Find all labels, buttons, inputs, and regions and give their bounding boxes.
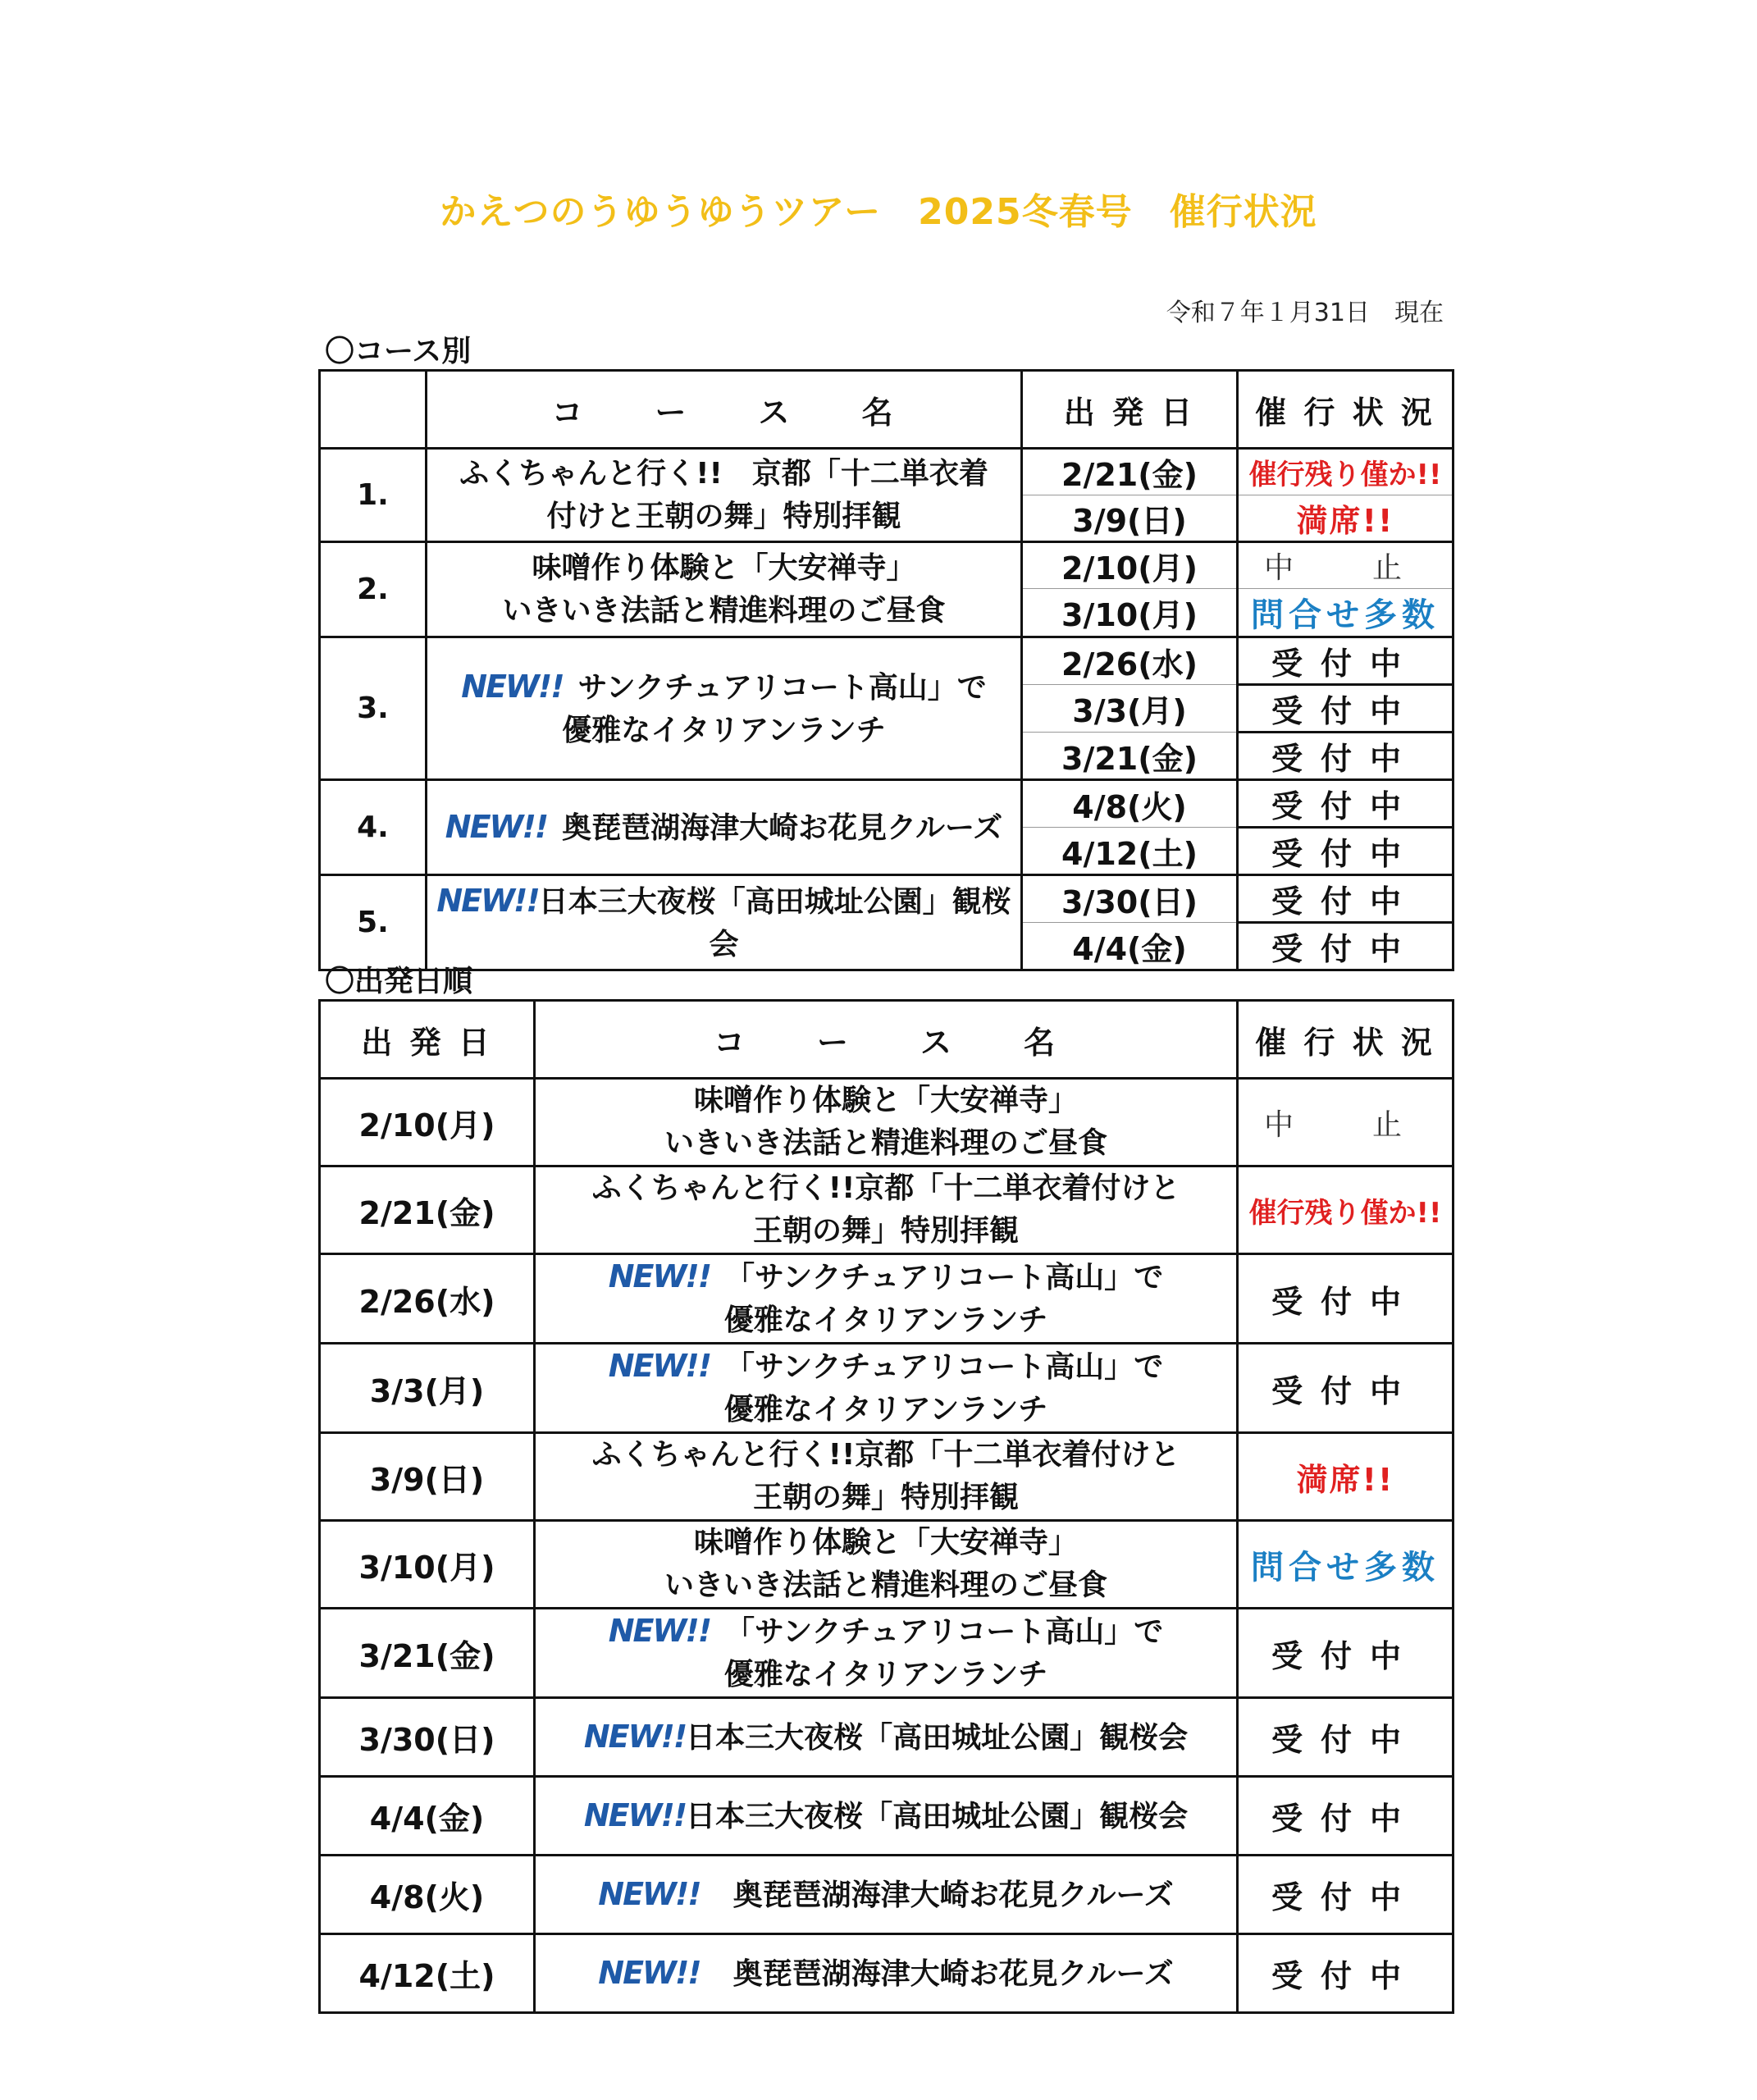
new-badge: NEW!!: [598, 1954, 701, 1991]
course-name-text: 「サンクチュアリコート高山」で: [725, 1350, 1164, 1384]
course-name-line: 王朝の舞」特別拝観: [752, 1214, 1019, 1248]
course-name: [535, 1609, 1238, 1698]
status-badge: 催行残り僅か!!: [1238, 1166, 1454, 1254]
course-name-text: 「サンクチュアリコート高山」で: [725, 1261, 1164, 1294]
course-name-line: 優雅なイタリアンランチ: [723, 1393, 1048, 1427]
departure-date: 3/30(日): [1022, 875, 1238, 923]
table-header-row: [320, 371, 1454, 449]
table-row: [320, 449, 1454, 495]
course-name-line: [536, 1255, 1236, 1299]
new-badge: NEW!!: [598, 1875, 701, 1912]
course-name: [427, 875, 1022, 970]
status-badge: 受付中: [1238, 780, 1454, 828]
status-badge: 受付中: [1238, 1698, 1454, 1777]
status-badge: 問合せ多数: [1238, 1521, 1454, 1609]
course-name-line: ふくちゃんと行く!!京都「十二単衣着付けと: [591, 1171, 1180, 1205]
course-name-line: 味噌作り体験と「大安禅寺」: [532, 550, 916, 585]
course-name-line: [536, 1794, 1236, 1838]
header-departure: 出 発 日: [1022, 371, 1238, 449]
table-row: [320, 1934, 1454, 2013]
course-name-text: 奥琵琶湖海津大崎お花見クルーズ: [732, 1956, 1174, 1991]
table-row: [320, 1166, 1454, 1254]
table-row: [320, 1777, 1454, 1856]
departure-date: 2/26(水): [1022, 637, 1238, 685]
new-badge: NEW!!: [583, 1796, 687, 1833]
departure-date: 4/8(火): [320, 1856, 535, 1934]
section-by-course-label: 〇コース別: [325, 335, 472, 368]
departure-date: 3/10(月): [1022, 589, 1238, 637]
page-title: かえつのうゆうゆうツアー 2025冬春号 催行状況: [440, 191, 1317, 233]
by-date-table: [318, 999, 1454, 2014]
departure-date: 3/3(月): [1022, 685, 1238, 733]
course-name: [535, 1777, 1238, 1856]
course-name-text: 奥琵琶湖海津大崎お花見クルーズ: [732, 1878, 1174, 1912]
departure-date: 3/21(金): [1022, 733, 1238, 780]
course-name-line: [536, 1873, 1236, 1917]
course-name-text: 日本三大夜桜「高田城址公園」観桜会: [686, 1799, 1189, 1833]
course-name: [535, 1698, 1238, 1777]
course-number: 3.: [320, 637, 427, 780]
header-course: コ ー ス 名: [427, 371, 1022, 449]
table-row: [320, 1698, 1454, 1777]
course-name-line: [427, 806, 1020, 850]
status-badge: 満席!!: [1238, 495, 1454, 542]
status-badge: 受付中: [1238, 828, 1454, 875]
status-badge: 中 止: [1238, 1079, 1454, 1166]
by-course-table: [318, 369, 1454, 971]
course-name: [535, 1344, 1238, 1433]
status-badge: 満席!!: [1238, 1433, 1454, 1521]
course-name-line: 優雅なイタリアンランチ: [723, 1658, 1048, 1691]
departure-date: 4/4(金): [1022, 923, 1238, 970]
departure-date: 4/12(土): [320, 1934, 535, 2013]
table-row: [320, 1521, 1454, 1609]
status-badge: 受付中: [1238, 1856, 1454, 1934]
departure-date: 4/4(金): [320, 1777, 535, 1856]
departure-date: 4/8(火): [1022, 780, 1238, 828]
status-badge: 催行残り僅か!!: [1238, 449, 1454, 495]
status-badge: 問合せ多数: [1238, 589, 1454, 637]
course-name: [535, 1433, 1238, 1521]
departure-date: 4/12(土): [1022, 828, 1238, 875]
course-name-line: いきいき法話と精進料理のご昼食: [664, 1568, 1107, 1602]
departure-date: 2/21(金): [320, 1166, 535, 1254]
table-header-row: [320, 1001, 1454, 1079]
header-departure: 出 発 日: [320, 1001, 535, 1079]
table-row: [320, 542, 1454, 589]
header-number: [320, 371, 427, 449]
course-name-line: [427, 879, 1020, 966]
course-name-text: 日本三大夜桜「高田城址公園」観桜会: [686, 1720, 1189, 1755]
course-name-line: [536, 1609, 1236, 1654]
new-badge: NEW!!: [608, 1258, 711, 1294]
departure-date: 3/10(月): [320, 1521, 535, 1609]
status-badge: 受付中: [1238, 733, 1454, 780]
table-row: [320, 1609, 1454, 1698]
course-name: [535, 1521, 1238, 1609]
departure-date: 3/9(日): [320, 1433, 535, 1521]
status-badge: 受付中: [1238, 1254, 1454, 1344]
course-name-line: [427, 665, 1020, 710]
departure-date: 3/3(月): [320, 1344, 535, 1433]
new-badge: NEW!!: [461, 668, 564, 705]
header-course: コ ー ス 名: [535, 1001, 1238, 1079]
new-badge: NEW!!: [608, 1348, 711, 1384]
course-number: 1.: [320, 449, 427, 542]
course-name-line: 付けと王朝の舞」特別拝観: [546, 499, 901, 533]
table-row: [320, 1433, 1454, 1521]
new-badge: NEW!!: [608, 1613, 711, 1649]
status-badge: 受付中: [1238, 1777, 1454, 1856]
course-name-line: いきいき法話と精進料理のご昼食: [664, 1126, 1107, 1160]
status-badge: 受付中: [1238, 1934, 1454, 2013]
course-name-line: 王朝の舞」特別拝観: [752, 1481, 1019, 1514]
departure-date: 2/26(水): [320, 1254, 535, 1344]
status-badge: 受付中: [1238, 1344, 1454, 1433]
table-row: [320, 1079, 1454, 1166]
section-by-date-label: 〇出発日順: [325, 965, 473, 998]
status-badge: 受付中: [1238, 685, 1454, 733]
new-badge: NEW!!: [436, 882, 539, 919]
status-badge: 中 止: [1238, 542, 1454, 589]
status-badge: 受付中: [1238, 637, 1454, 685]
as-of-date: 令和７年１月31日 現在: [1166, 299, 1444, 327]
departure-date: 2/10(月): [320, 1079, 535, 1166]
table-row: [320, 1254, 1454, 1344]
status-badge: 受付中: [1238, 875, 1454, 923]
course-name: [535, 1856, 1238, 1934]
course-name-line: [536, 1952, 1236, 1996]
new-badge: NEW!!: [583, 1718, 687, 1755]
course-name-text: 「サンクチュアリコート高山」で: [725, 1615, 1164, 1649]
new-badge: NEW!!: [445, 808, 548, 845]
course-name: [427, 542, 1022, 637]
course-number: 2.: [320, 542, 427, 637]
departure-date: 3/9(日): [1022, 495, 1238, 542]
course-name-line: ふくちゃんと行く!! 京都「十二単衣着: [459, 456, 988, 491]
course-name-line: いきいき法話と精進料理のご昼食: [502, 593, 946, 628]
course-name-line: 優雅なイタリアンランチ: [723, 1303, 1048, 1337]
course-name-line: ふくちゃんと行く!!京都「十二単衣着付けと: [591, 1438, 1180, 1472]
departure-date: 2/10(月): [1022, 542, 1238, 589]
course-name-line: [536, 1344, 1236, 1389]
departure-date: 3/30(日): [320, 1698, 535, 1777]
course-name: [535, 1934, 1238, 2013]
departure-date: 2/21(金): [1022, 449, 1238, 495]
status-badge: 受付中: [1238, 1609, 1454, 1698]
table-row: [320, 637, 1454, 685]
table-row: [320, 1856, 1454, 1934]
course-name: [535, 1079, 1238, 1166]
table-row: [320, 875, 1454, 923]
course-name: [427, 637, 1022, 780]
course-name-line: [536, 1715, 1236, 1760]
course-name-line: 味噌作り体験と「大安禅寺」: [693, 1526, 1078, 1559]
departure-date: 3/21(金): [320, 1609, 535, 1698]
course-name-text: サンクチュアリコート高山」で: [577, 670, 987, 705]
course-name-text: 奥琵琶湖海津大崎お花見クルーズ: [562, 810, 1003, 845]
header-status: 催 行 状 況: [1238, 1001, 1454, 1079]
course-name: [427, 449, 1022, 542]
course-number: 4.: [320, 780, 427, 875]
header-status: 催 行 状 況: [1238, 371, 1454, 449]
course-name: [535, 1254, 1238, 1344]
course-name-line: 優雅なイタリアンランチ: [562, 713, 886, 747]
course-name-text: 日本三大夜桜「高田城址公園」観桜会: [538, 884, 1011, 961]
course-name-line: 味噌作り体験と「大安禅寺」: [693, 1084, 1078, 1117]
course-name: [535, 1166, 1238, 1254]
course-name: [427, 780, 1022, 875]
status-badge: 受付中: [1238, 923, 1454, 970]
course-number: 5.: [320, 875, 427, 970]
table-row: [320, 780, 1454, 828]
table-row: [320, 1344, 1454, 1433]
